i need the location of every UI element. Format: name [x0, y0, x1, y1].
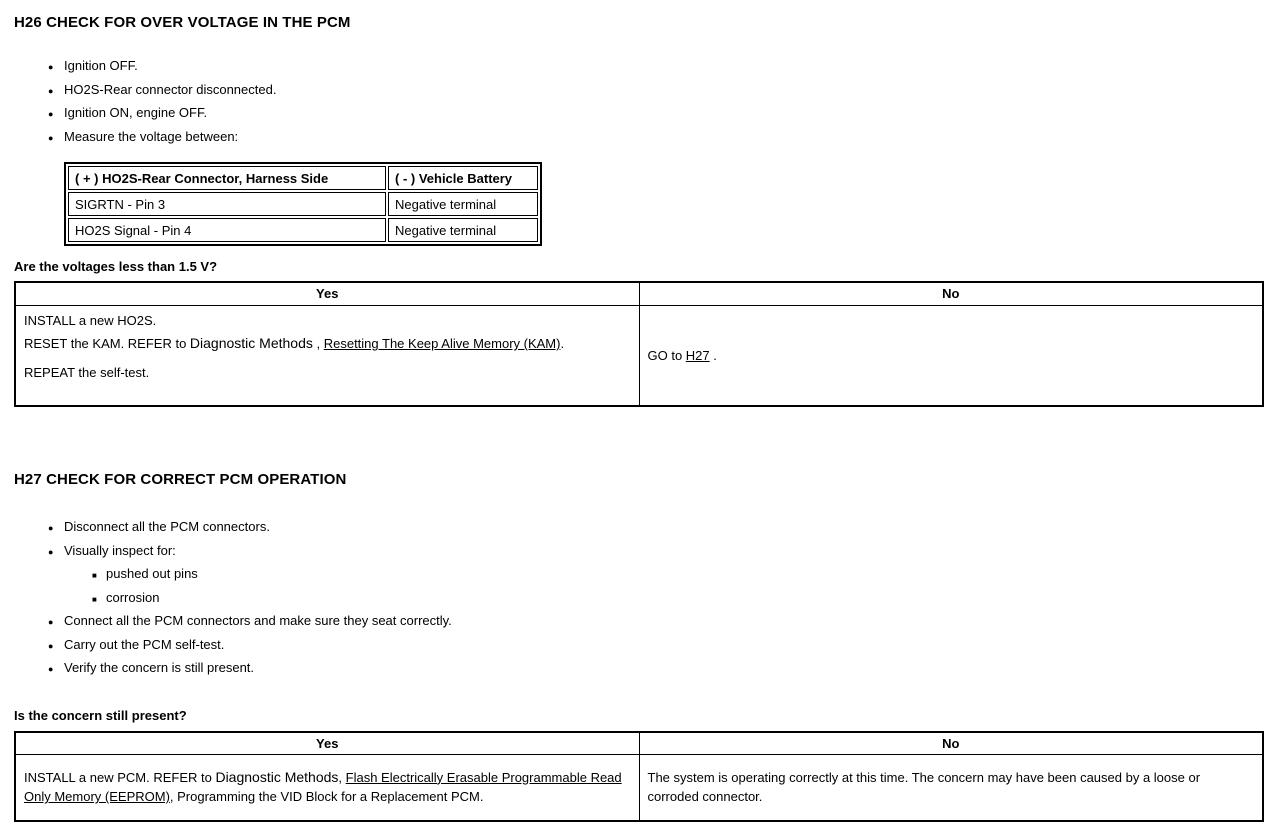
- action-text-segment: ,: [338, 769, 346, 785]
- table-row: [15, 755, 1263, 821]
- action-text-segment: .: [560, 336, 565, 351]
- no-action-cell: [639, 305, 1263, 406]
- action-text-segment: ,: [312, 336, 324, 351]
- no-action-cell: [639, 755, 1263, 821]
- list-item: [48, 102, 1264, 126]
- table-row: [15, 732, 1263, 755]
- voltage-table-header-minus: ( - ) Vehicle Battery: [388, 166, 538, 190]
- list-item: [48, 126, 1264, 150]
- action-text-segment: RESET the KAM. REFER to: [24, 336, 190, 351]
- table-row: [68, 166, 538, 190]
- action-text-segment: INSTALL a new PCM. REFER to: [24, 769, 216, 785]
- yes-column-header: Yes: [15, 732, 639, 755]
- table-cell: Negative terminal: [388, 218, 538, 242]
- bullet-icon: ●: [48, 664, 54, 674]
- bullet-icon: ●: [48, 617, 54, 627]
- list-item: [48, 610, 1264, 634]
- h26-step-list: [48, 55, 1264, 149]
- action-text: REPEAT the self-test.: [24, 364, 150, 380]
- yes-action-cell: [15, 755, 639, 821]
- h26-result-table: [14, 281, 1264, 407]
- sub-list-item: [92, 587, 1264, 611]
- bullet-icon: ●: [48, 523, 54, 533]
- list-item-text: HO2S-Rear connector disconnected.: [64, 81, 277, 97]
- h27-step-list: [48, 516, 1264, 681]
- list-item: [48, 516, 1264, 540]
- list-item: [48, 540, 1264, 564]
- bullet-icon: ●: [48, 132, 54, 143]
- table-cell: HO2S Signal - Pin 4: [68, 218, 386, 242]
- no-column-header: No: [639, 732, 1263, 755]
- bullet-icon: ●: [48, 546, 54, 557]
- table-row: [15, 282, 1263, 305]
- section-heading-h27: H27 CHECK FOR CORRECT PCM OPERATION: [14, 471, 347, 488]
- section-heading-h26: H26 CHECK FOR OVER VOLTAGE IN THE PCM: [14, 14, 351, 31]
- list-item-text: Ignition ON, engine OFF.: [64, 105, 208, 120]
- table-cell: SIGRTN - Pin 3: [68, 192, 386, 216]
- voltage-table-header-plus: ( + ) HO2S-Rear Connector, Harness Side: [68, 166, 386, 190]
- table-row: [68, 192, 538, 216]
- square-bullet-icon: ■: [92, 571, 97, 580]
- bullet-icon: ●: [48, 109, 54, 119]
- h27-result-table: [14, 731, 1264, 822]
- diagnostic-methods-text: Diagnostic Methods: [215, 768, 339, 785]
- h27-question: Is the concern still present?: [14, 707, 187, 723]
- list-item-text: Visually inspect for:: [64, 542, 176, 558]
- no-column-header: No: [639, 282, 1263, 305]
- eeprom-link[interactable]: Flash Electrically Erasable Programmable Read Only Memory (EEPROM): [24, 769, 622, 805]
- table-row: [15, 305, 1263, 406]
- square-bullet-icon: ■: [92, 594, 97, 604]
- action-text-segment: , Programming the VID Block for a Replacement PCM.: [169, 789, 484, 805]
- action-text: INSTALL a new HO2S.: [24, 312, 157, 328]
- diagnostic-methods-text: Diagnostic Methods: [189, 335, 313, 351]
- list-item-text: Connect all the PCM connectors and make sure they seat correctly.: [64, 613, 452, 628]
- kam-reset-link[interactable]: Resetting The Keep Alive Memory (KAM): [323, 336, 561, 351]
- yes-column-header: Yes: [15, 282, 639, 305]
- list-item: [48, 634, 1264, 658]
- table-row: [68, 218, 538, 242]
- voltage-measure-table: [64, 162, 542, 246]
- list-item: [48, 55, 1264, 79]
- list-item-text: pushed out pins: [106, 566, 198, 581]
- action-text-segment: GO to: [647, 347, 686, 363]
- bullet-icon: ●: [48, 640, 54, 651]
- action-text-segment: .: [709, 347, 717, 363]
- sub-list-item: [92, 563, 1264, 587]
- h27-step-link[interactable]: H27: [685, 347, 710, 363]
- list-item: [48, 657, 1264, 681]
- list-item-text: Measure the voltage between:: [64, 128, 239, 144]
- h26-question: Are the voltages less than 1.5 V?: [14, 259, 218, 274]
- yes-action-cell: [15, 305, 639, 406]
- action-text: [24, 334, 631, 354]
- list-item-text: Ignition OFF.: [64, 58, 138, 73]
- list-item-text: Verify the concern is still present.: [64, 660, 255, 675]
- action-text: The system is operating correctly at this time. The concern may have been caused by a loose or corroded connector.: [647, 769, 1201, 805]
- list-item-text: Carry out the PCM self-test.: [64, 636, 225, 652]
- bullet-icon: ●: [48, 62, 54, 72]
- list-item: [48, 79, 1264, 103]
- table-cell: Negative terminal: [388, 192, 538, 216]
- list-item-text: corrosion: [106, 589, 160, 605]
- bullet-icon: ●: [48, 85, 54, 96]
- list-item-text: Disconnect all the PCM connectors.: [64, 519, 270, 534]
